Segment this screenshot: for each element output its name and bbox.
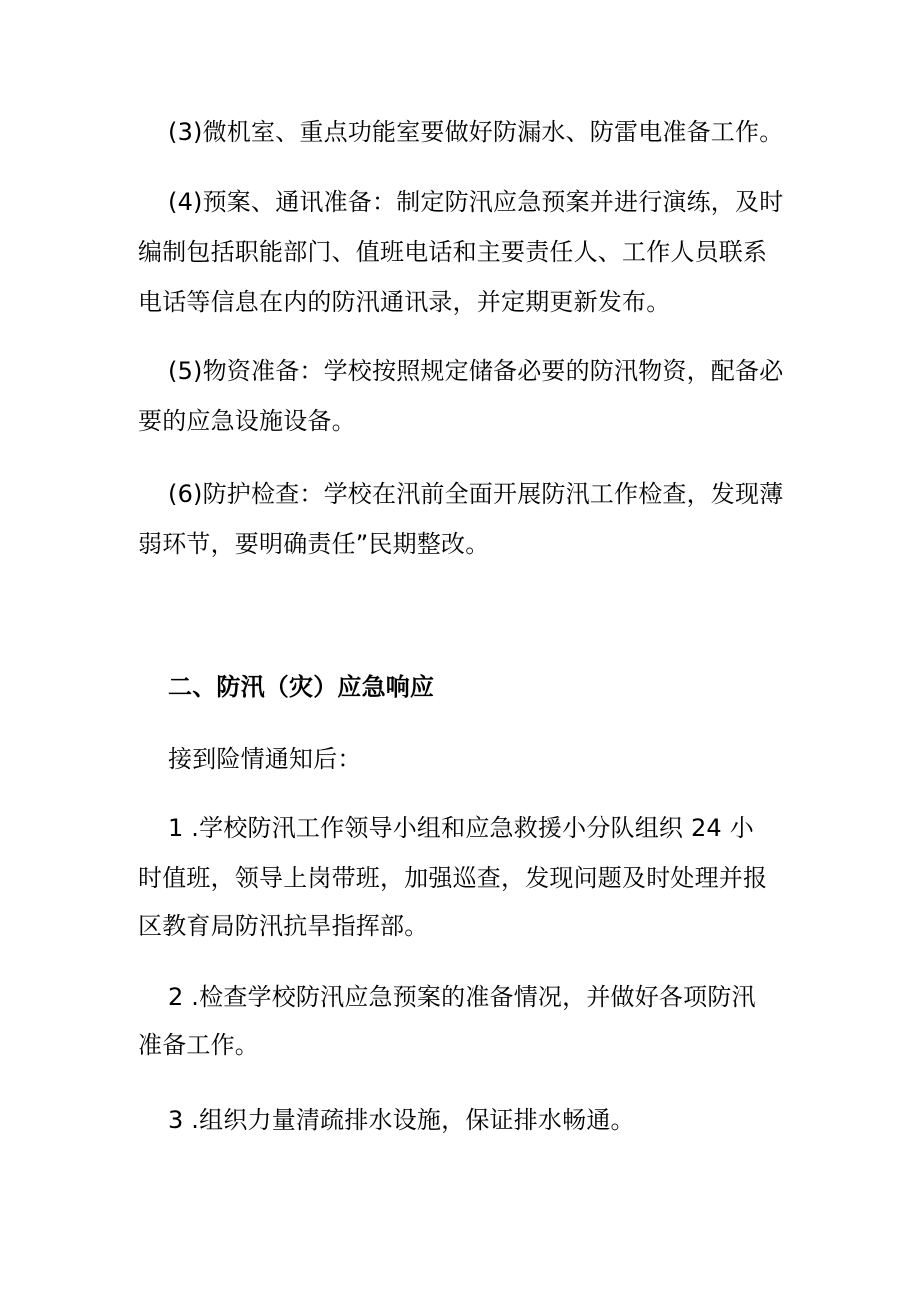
item-1-line-3: 区教育局防汛抗旱指挥部。 <box>138 912 429 940</box>
paragraph-3-line-1: (3)微机室、重点功能室要做好防漏水、防雷电准备工作。 <box>168 118 784 146</box>
paragraph-6-line-1: (6)防护检查：学校在汛前全面开展防汛工作检查，发现薄 <box>168 480 784 508</box>
paragraph-4-line-3: 电话等信息在内的防汛通讯录，并定期更新发布。 <box>138 288 671 316</box>
item-1-line-1: 1 .学校防汛工作领导小组和应急救援小分队组织 24 小 <box>168 814 754 842</box>
intro-text: 接到险情通知后： <box>168 745 362 773</box>
paragraph-5-line-1: (5)物资准备：学校按照规定储备必要的防汛物资，配备必 <box>168 357 784 385</box>
item-2-line-2: 准备工作。 <box>138 1031 259 1059</box>
paragraph-5-line-2: 要的应急设施设备。 <box>138 407 356 435</box>
paragraph-4-line-2: 编制包括职能部门、值班电话和主要责任人、工作人员联系 <box>138 238 768 266</box>
paragraph-6-line-2: 弱环节，要明确责任”民期整改。 <box>138 530 490 558</box>
item-3-line-1: 3 .组织力量清疏排水设施，保证排水畅通。 <box>168 1106 635 1134</box>
paragraph-4-line-1: (4)预案、通讯准备：制定防汛应急预案并进行演练，及时 <box>168 188 784 216</box>
item-1-line-2: 时值班，领导上岗带班，加强巡查，发现问题及时处理并报 <box>138 864 768 892</box>
item-2-line-1: 2 .检查学校防汛应急预案的准备情况，并做好各项防汛 <box>168 983 756 1011</box>
section-heading: 二、防汛（灾）应急响应 <box>168 673 435 701</box>
